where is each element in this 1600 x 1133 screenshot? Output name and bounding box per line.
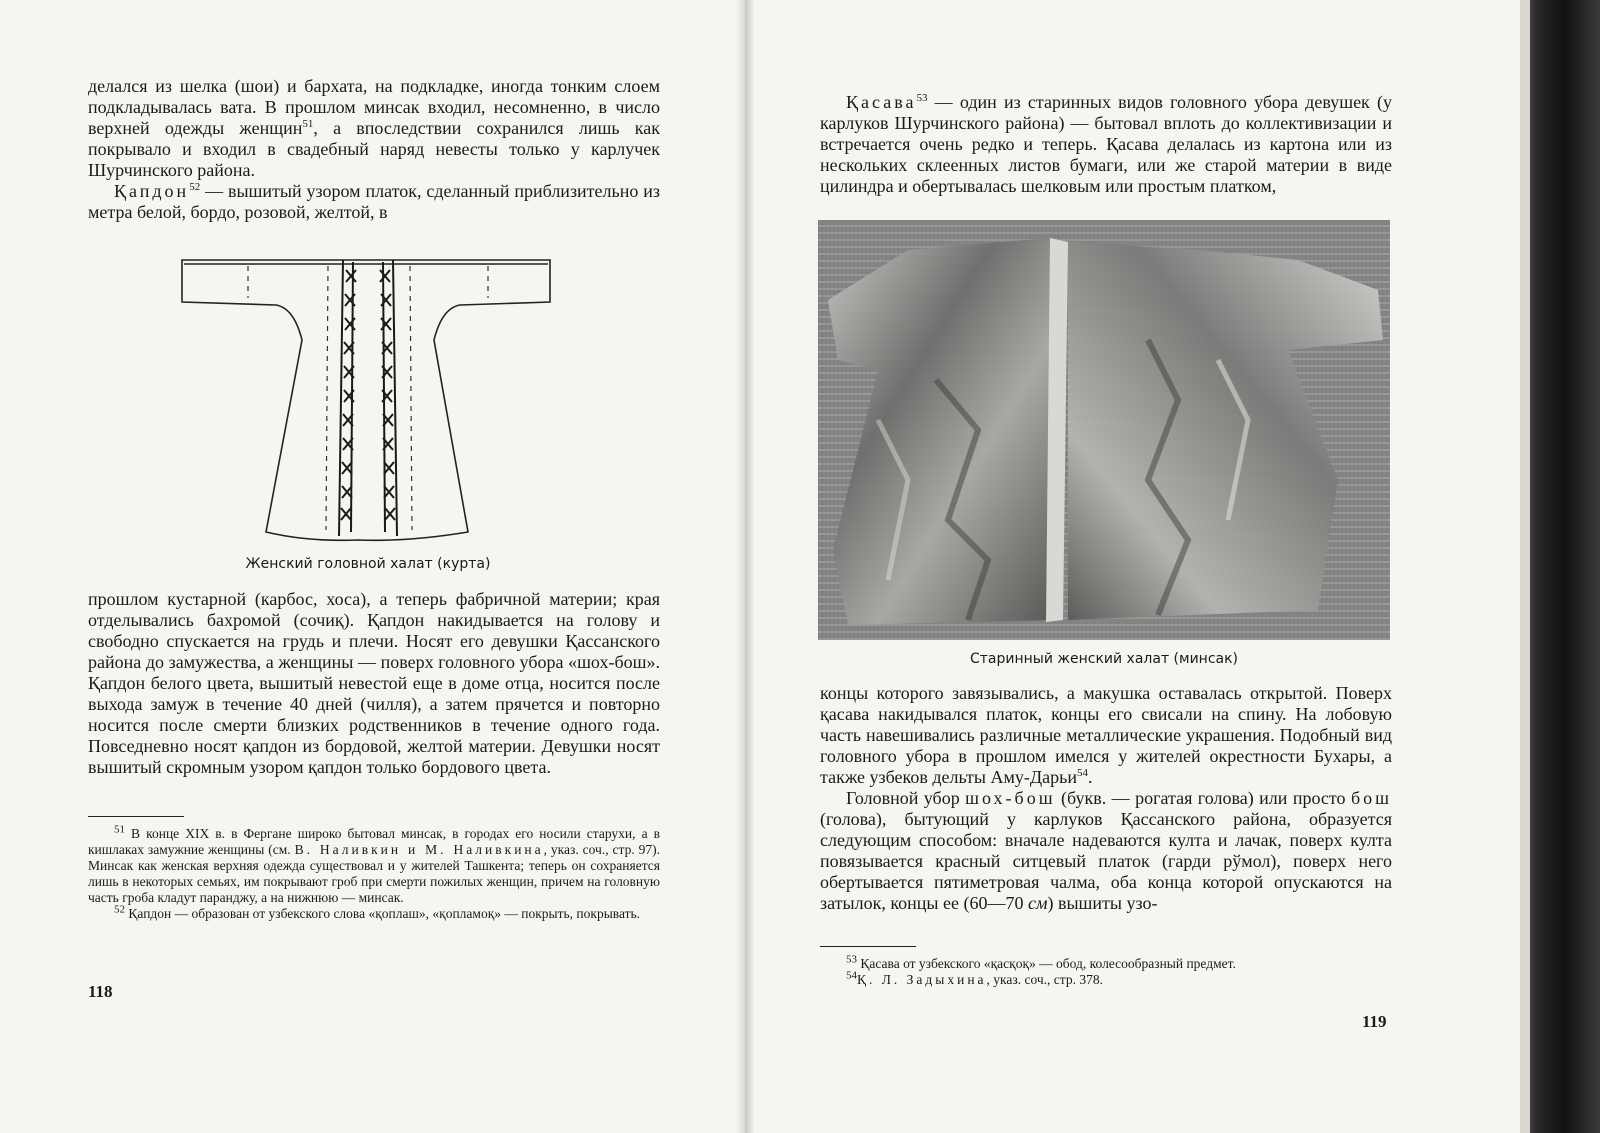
right-bottom-text xyxy=(820,683,1392,914)
robe-photo-image xyxy=(818,220,1390,640)
left-footnotes xyxy=(88,823,660,922)
left-figure-caption: Женский головной халат (курта) xyxy=(245,556,491,572)
footnote-52: $^{52}$ Қапдон — образован от узбекского слова «қоплаш», «қопламоқ» — покрыть, покрывать. xyxy=(114,903,641,921)
page-number-right: 119 xyxy=(1362,1012,1387,1031)
left-paragraph-1: делался из шелка (шои) и бархата, на подкладке, иногда тонким слоем подкладывалась вата. В прошлом минсак входил, несомненно, в число верхней одежды женщин$^{51}$, а впоследствии сохранился лишь как покрывало и входил в свадебный наряд невесты только у карлучек Шурчинского района. xyxy=(88,76,660,180)
robe-photo xyxy=(818,220,1390,640)
right-paragraph-1: Қасава$^{53}$ — один из старинных видов головного убора девушек (у карлуков Шурчинского района) — бытовал вплоть до коллективизации и встречается очень редко и теперь. Қасава делалась из картона или из нескольких склеенных листов бумаги, или же старой материи в виде цилиндра и обертывалась шелковым или простым платком, xyxy=(820,92,1392,196)
robe-drawing xyxy=(178,250,558,545)
book-edge-shadow xyxy=(1520,0,1600,1133)
right-paragraph-3: Головной убор шох-бош (букв. — рогатая голова) или просто бош (голова), бытующий у карлуков Қассанского района, образуется следующим способом: вначале надеваются култа и лачак, поверх култа повязывается красный ситцевый платок (гарди рўмол), поверх него обертывается пятиметровая чалма, оба конца которой опускаются на затылок, концы ее (60—70 см) вышиты узо- xyxy=(820,788,1393,913)
left-page xyxy=(0,0,735,1133)
right-footnote-rule xyxy=(820,946,916,947)
left-top-text xyxy=(88,76,660,223)
footnote-51: $^{51}$ В конце XIX в. в Фергане широко бытовал минсак, в городах его носили старухи, а в кишлаках замужние женщины (см. В. Наливкин и М. Наливкина, указ. соч., стр. 97). Минсак как женская верхняя одежда существовал и у жителей Ташкента; теперь он сохраняется лишь в некоторых семьях, им покрывают гроб при смерти пожилых женщин, причем на головную часть гроба кладут паранджу, а на нижнюю — минсак. xyxy=(88,823,660,905)
left-bottom-text xyxy=(88,589,660,778)
right-paragraph-2: концы которого завязывались, а макушка оставалась открытой. Поверх қасава накидывался платок, концы его свисали на спину. На лобовую часть навешивались различные металлические украшения. Подобный вид головного убора в прошлом имелся у жителей окрестности Бухары, а также узбеков дельты Аму-Дарьи$^{54}$. xyxy=(820,683,1392,787)
book-gutter xyxy=(735,0,755,1133)
right-footnotes xyxy=(820,953,1392,988)
footnote-53: $^{53}$ Қасава от узбекского «қасқоқ» — обод, колесообразный предмет. xyxy=(846,953,1236,971)
footnote-54: $^{54}$Қ. Л. Задыхина, указ. соч., стр. 378. xyxy=(846,969,1103,987)
right-top-text xyxy=(820,92,1392,197)
left-paragraph-3: прошлом кустарной (карбос, хоса), а теперь фабричной материи; края отделывались бахромой (сочиқ). Қапдон накидывается на голову и свободно спускается на грудь и плечи. Носят его девушки Қассанского района до замужества, а женщины — поверх головного убора «шох-бош». Қапдон белого цвета, вышитый невестой еще в доме отца, носится после выхода замуж в течение 40 дней (чилля), а затем прячется и повторно носится после смерти близких родственников в течение одного года. Повседневно носят қапдон из бордовой, желтой материи. Девушки носят вышитый скромным узором қапдон только бордового цвета. xyxy=(88,589,660,777)
left-paragraph-2: Қапдон$^{52}$ — вышитый узором платок, сделанный приблизительно из метра белой, бордо, розовой, желтой, в xyxy=(88,181,660,222)
left-footnote-rule xyxy=(88,816,184,817)
page-number-left: 118 xyxy=(88,982,113,1001)
right-photo-caption: Старинный женский халат (минсак) xyxy=(969,651,1239,667)
